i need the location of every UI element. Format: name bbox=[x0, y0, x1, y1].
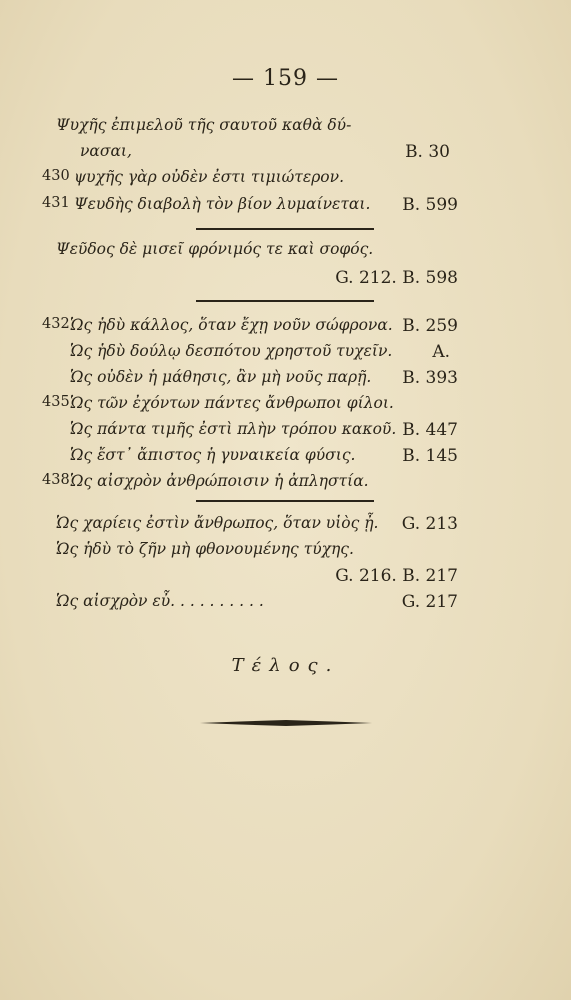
verse-line bbox=[46, 368, 458, 394]
verse-text: Ψευδὴς διαβολὴ τὸν βίον λυμαίνεται. bbox=[74, 195, 371, 213]
verse-text: Ὡς ἡδὺ κάλλος, ὅταν ἔχῃ νοῦν σώφρονα. bbox=[70, 316, 393, 334]
verse-line bbox=[46, 592, 458, 618]
verse-line bbox=[42, 472, 458, 498]
verse-line bbox=[46, 540, 458, 566]
verse-reference: B. 599 bbox=[402, 195, 458, 215]
verse-text: Ὡς αἰσχρὸν εὖ. . . . . . . . . . bbox=[56, 592, 264, 610]
verse-line bbox=[46, 514, 458, 540]
verse-reference: G. 213 bbox=[401, 514, 458, 534]
divider-rule bbox=[196, 228, 374, 230]
verse-number: 438 bbox=[42, 472, 70, 488]
verse-line bbox=[46, 268, 458, 294]
verse-text: Ὡς ἡδὺ δούλῳ δεσπότου χρηστοῦ τυχεῖν. bbox=[70, 342, 393, 360]
verse-text: Ὡς αἰσχρὸν ἀνθρώποισιν ἡ ἀπληστία. bbox=[70, 472, 369, 490]
verse-number: 431 bbox=[42, 195, 70, 211]
verse-line bbox=[46, 566, 458, 592]
page-number: — 159 — bbox=[232, 66, 339, 91]
verse-text: ψυχῆς γὰρ οὐδὲν ἐστι τιμιώτερον. bbox=[74, 168, 344, 186]
verse-reference: B. 145 bbox=[402, 446, 458, 466]
verse-line bbox=[46, 116, 458, 142]
verse-reference: B. 447 bbox=[402, 420, 458, 440]
verse-number: 435 bbox=[42, 394, 70, 410]
verse-line bbox=[46, 446, 458, 472]
verse-text: Ὡς οὐδὲν ἡ μάθησις, ἂν μὴ νοῦς παρῇ. bbox=[70, 368, 372, 386]
verse-reference: A. bbox=[432, 342, 450, 362]
verse-line bbox=[46, 240, 458, 266]
verse-line bbox=[42, 168, 458, 194]
verse-line bbox=[42, 394, 458, 420]
verse-reference: B. 259 bbox=[402, 316, 458, 336]
verse-text: Ὡς χαρίεις ἐστὶν ἄνθρωπος, ὅταν υἱὸς ᾖ. bbox=[56, 514, 379, 532]
verse-text: Ὡς ἡδὺ τὸ ζῆν μὴ φθονουμένης τύχης. bbox=[56, 540, 354, 558]
verse-line bbox=[42, 316, 458, 342]
verse-text: Ὡς τῶν ἐχόντων πάντες ἄνθρωποι φίλοι. bbox=[70, 394, 394, 412]
divider-rule bbox=[196, 500, 374, 502]
verse-reference: G. 212. B. 598 bbox=[335, 268, 458, 288]
verse-line bbox=[46, 420, 458, 446]
verse-number: 430 bbox=[42, 168, 70, 184]
end-text: Τέλος. bbox=[231, 655, 340, 676]
verse-text: νασαι, bbox=[80, 142, 132, 160]
ornament-rule bbox=[200, 719, 372, 727]
verse-number: 432 bbox=[42, 316, 70, 332]
divider-rule bbox=[196, 300, 374, 302]
verse-reference: G. 217 bbox=[401, 592, 458, 612]
verse-reference: G. 216. B. 217 bbox=[335, 566, 458, 586]
verse-text: Ὡς ἔστ᾽ ἄπιστος ἡ γυναικεία φύσις. bbox=[70, 446, 356, 464]
verse-line bbox=[42, 195, 458, 221]
verse-line bbox=[46, 142, 458, 168]
verse-text: Ψυχῆς ἐπιμελοῦ τῆς σαυτοῦ καθὰ δύ- bbox=[56, 116, 352, 134]
verse-text: Ψεῦδος δὲ μισεῖ φρόνιμός τε καὶ σοφός. bbox=[56, 240, 374, 258]
verse-reference: B. 393 bbox=[402, 368, 458, 388]
verse-reference: B. 30 bbox=[405, 142, 450, 162]
verse-text: Ὡς πάντα τιμῆς ἐστὶ πλὴν τρόπου κακοῦ. bbox=[70, 420, 397, 438]
verse-line bbox=[46, 342, 458, 368]
